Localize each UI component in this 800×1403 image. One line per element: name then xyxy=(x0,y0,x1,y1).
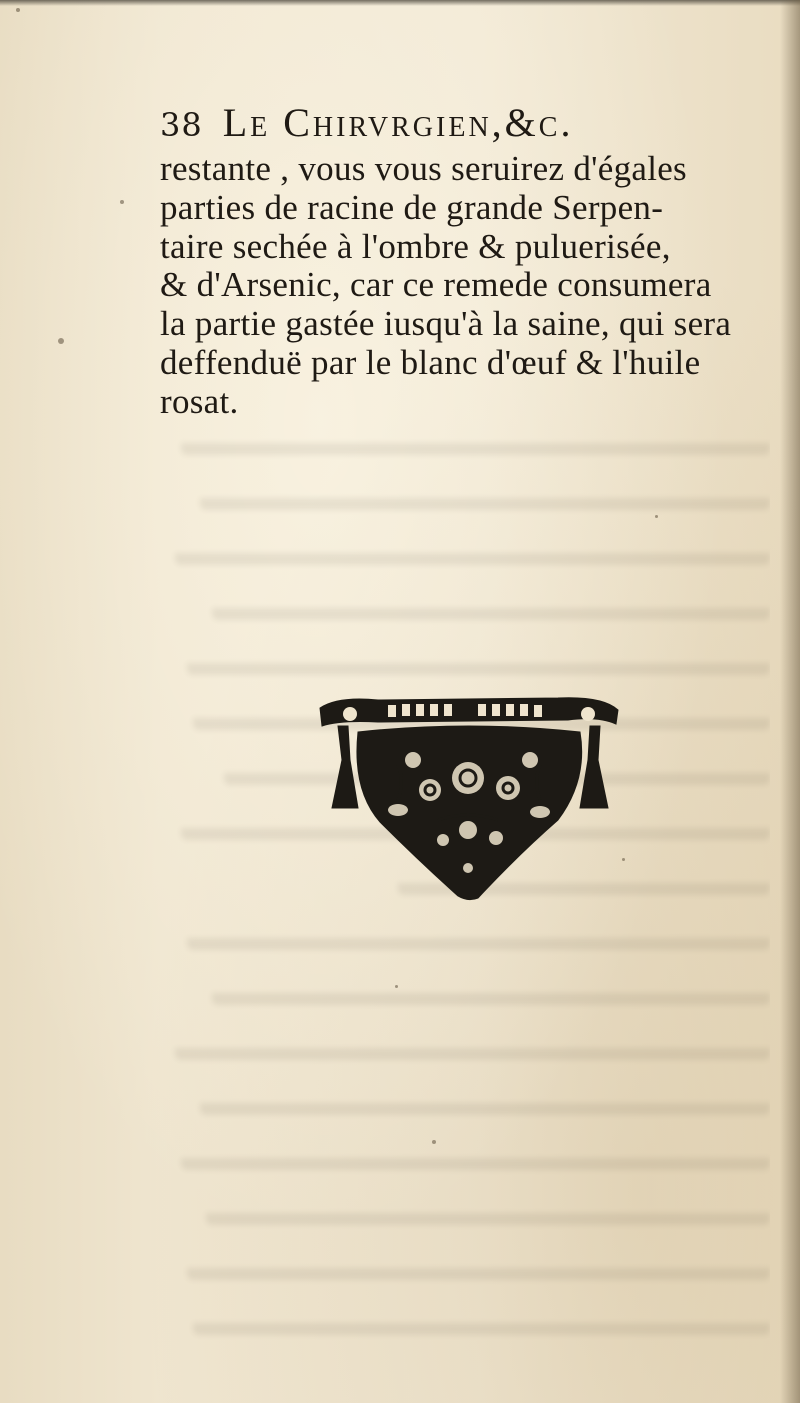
page-top-edge xyxy=(0,0,800,6)
body-line: & d'Arsenic, car ce remede consumera xyxy=(160,265,712,305)
floral-basket-ornament-icon xyxy=(318,690,620,902)
body-line: la partie gastée iusqu'à la saine, qui sera xyxy=(160,304,732,344)
page-right-edge xyxy=(780,0,800,1403)
body-line: deffenduë par le blanc d'œuf & l'huile xyxy=(160,342,701,382)
page-number: 38 xyxy=(160,106,203,144)
body-line: rosat. xyxy=(160,381,239,421)
body-line: parties de racine de grande Serpen- xyxy=(160,187,664,227)
running-title: Le Chirvrgien,&c. xyxy=(222,100,574,145)
body-line: taire sechée à l'ombre & puluerisée, xyxy=(160,226,671,266)
page-text xyxy=(160,98,770,422)
running-header xyxy=(160,98,770,150)
body-line: restante , vous vous seruirez d'égales xyxy=(160,149,687,188)
